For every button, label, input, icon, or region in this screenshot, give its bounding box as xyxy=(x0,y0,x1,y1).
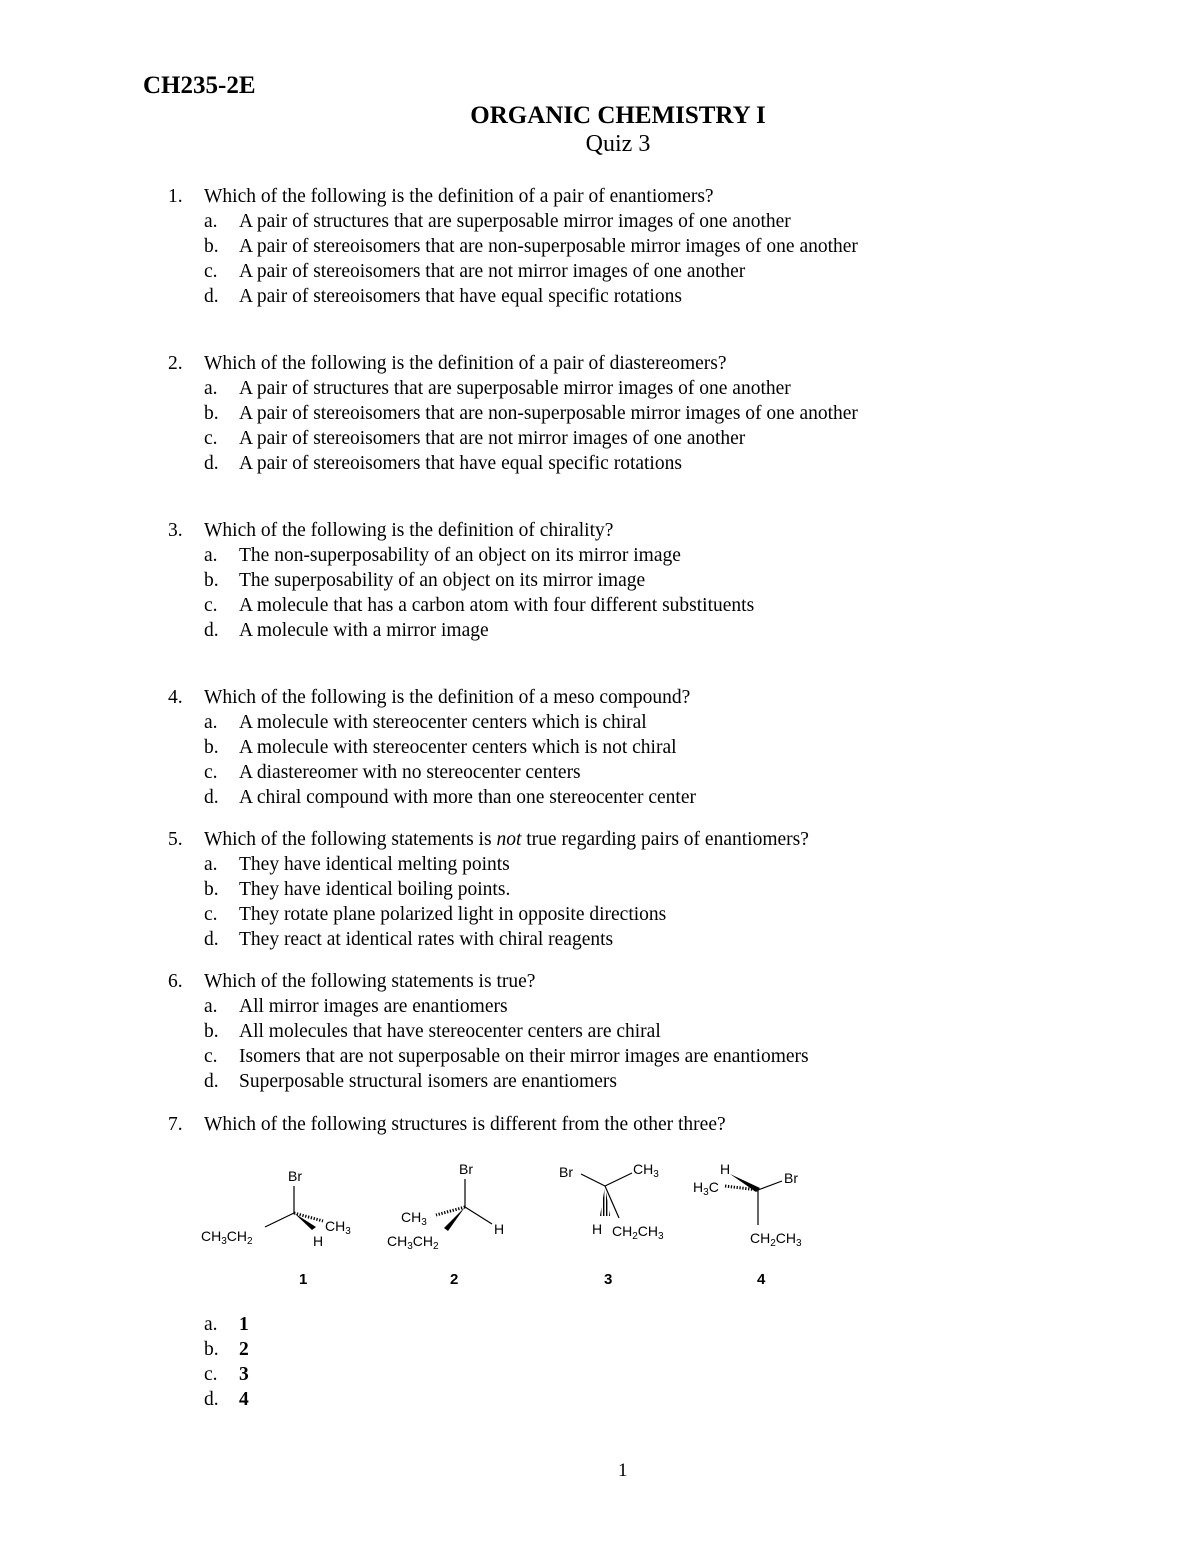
option-d xyxy=(204,1387,249,1412)
option-letter: b. xyxy=(204,570,219,591)
question-number: 6. xyxy=(168,971,183,992)
option-letter: c. xyxy=(204,904,218,925)
course-code: CH235-2E xyxy=(143,72,256,99)
option-a xyxy=(204,209,858,234)
question-1 xyxy=(168,184,858,309)
option-a xyxy=(204,994,809,1019)
option-letter: c. xyxy=(204,261,218,282)
option-letter: c. xyxy=(204,762,218,783)
question-text: Which of the following is the definition of a meso compound? xyxy=(204,687,691,708)
option-text: A pair of stereoisomers that have equal specific rotations xyxy=(239,453,682,474)
option-a xyxy=(204,1312,249,1337)
option-letter: b. xyxy=(204,403,219,424)
option-letter: d. xyxy=(204,620,219,641)
question-text: Which of the following statements is true? xyxy=(204,971,536,992)
option-d xyxy=(204,451,858,476)
question-5 xyxy=(168,827,809,952)
atom-h: H xyxy=(313,1233,324,1249)
option-d xyxy=(204,785,696,810)
atom-h: H xyxy=(592,1221,603,1237)
option-text: They rotate plane polarized light in opposite directions xyxy=(239,904,667,925)
option-d xyxy=(204,1069,809,1094)
option-a xyxy=(204,710,696,735)
option-text: A pair of stereoisomers that have equal specific rotations xyxy=(239,286,682,307)
option-text: Superposable structural isomers are enantiomers xyxy=(239,1071,617,1092)
atom-ch2ch3: $CH_3CH_2$ xyxy=(387,1233,439,1252)
question-number: 1. xyxy=(168,186,183,207)
option-d xyxy=(204,284,858,309)
question-text-emphasis: not xyxy=(496,829,522,850)
option-c xyxy=(204,593,754,618)
option-text: The non-superposability of an object on its mirror image xyxy=(239,545,681,566)
option-letter: d. xyxy=(204,453,219,474)
atom-ch2ch3: $CH_2CH_3$ xyxy=(750,1230,802,1249)
atom-ch3: $CH_3$ xyxy=(633,1161,659,1180)
option-letter: a. xyxy=(204,854,218,875)
option-b xyxy=(204,877,809,902)
option-letter: c. xyxy=(204,1046,218,1067)
option-b xyxy=(204,401,858,426)
question-3 xyxy=(168,518,754,643)
atom-ch2ch3: $CH_3CH_2$ xyxy=(201,1228,253,1247)
question-number: 4. xyxy=(168,687,183,708)
question-text: Which of the following structures is different from the other three? xyxy=(204,1114,726,1135)
question-2 xyxy=(168,351,858,476)
option-letter: b. xyxy=(204,1339,219,1360)
option-letter: a. xyxy=(204,378,218,399)
question-number: 3. xyxy=(168,520,183,541)
option-letter: c. xyxy=(204,428,218,449)
option-text: The superposability of an object on its mirror image xyxy=(239,570,646,591)
option-text: They react at identical rates with chiral reagents xyxy=(239,929,614,950)
option-text: A molecule that has a carbon atom with four different substituents xyxy=(239,595,755,616)
option-text: A pair of structures that are superposable mirror images of one another xyxy=(239,378,791,399)
atom-h: H xyxy=(494,1221,505,1237)
option-text: All molecules that have stereocenter centers are chiral xyxy=(239,1021,661,1042)
structure-3 xyxy=(559,1161,664,1288)
option-text: A pair of structures that are superposable mirror images of one another xyxy=(239,211,791,232)
option-c xyxy=(204,902,809,927)
option-b xyxy=(204,1019,809,1044)
structure-label: 2 xyxy=(450,1271,459,1288)
option-letter: d. xyxy=(204,787,219,808)
question-text xyxy=(204,827,809,852)
option-text: A molecule with stereocenter centers which is not chiral xyxy=(239,737,677,758)
option-letter: d. xyxy=(204,1071,219,1092)
option-text: Isomers that are not superposable on their mirror images are enantiomers xyxy=(239,1046,809,1067)
option-a xyxy=(204,852,809,877)
option-letter: a. xyxy=(204,211,218,232)
bond xyxy=(758,1181,782,1190)
atom-br: Br xyxy=(459,1161,473,1177)
option-text: All mirror images are enantiomers xyxy=(239,996,508,1017)
option-a xyxy=(204,376,858,401)
option-c xyxy=(204,760,696,785)
option-text: A molecule with stereocenter centers which is chiral xyxy=(239,712,647,733)
option-d xyxy=(204,618,754,643)
option-text: They have identical melting points xyxy=(239,854,510,875)
structure-1 xyxy=(201,1168,351,1288)
question-text: Which of the following is the definition of chirality? xyxy=(204,520,614,541)
option-b xyxy=(204,735,696,760)
structure-4 xyxy=(693,1161,802,1288)
option-letter: b. xyxy=(204,737,219,758)
bond xyxy=(581,1174,605,1186)
option-text: 3 xyxy=(239,1364,249,1385)
page-number: 1 xyxy=(618,1460,628,1481)
atom-ch3: $CH_3$ xyxy=(325,1218,351,1237)
bond xyxy=(265,1213,294,1227)
option-text: 2 xyxy=(239,1339,249,1360)
option-text: They have identical boiling points. xyxy=(239,879,511,900)
atom-ch3: $CH_3$ xyxy=(401,1209,427,1228)
option-text: 4 xyxy=(239,1389,249,1410)
question-4 xyxy=(168,685,696,810)
question-7 xyxy=(168,1112,726,1137)
structure-label: 3 xyxy=(604,1271,613,1288)
question-7-options xyxy=(168,1312,249,1412)
option-letter: b. xyxy=(204,879,219,900)
atom-br: Br xyxy=(559,1164,573,1180)
option-text: A diastereomer with no stereocenter centers xyxy=(239,762,581,783)
option-letter: a. xyxy=(204,1314,218,1335)
option-text: A pair of stereoisomers that are non-superposable mirror images of one another xyxy=(239,236,858,257)
question-text: Which of the following is the definition of a pair of diastereomers? xyxy=(204,353,727,374)
option-letter: b. xyxy=(204,1021,219,1042)
option-c xyxy=(204,259,858,284)
option-b xyxy=(204,568,754,593)
option-text: A pair of stereoisomers that are not mirror images of one another xyxy=(239,428,746,449)
option-d xyxy=(204,927,809,952)
question-number: 7. xyxy=(168,1114,183,1135)
atom-h: H xyxy=(720,1161,731,1177)
structure-label: 4 xyxy=(757,1271,766,1288)
question-text-start: Which of the following statements is xyxy=(204,829,497,850)
page-subtitle: Quiz 3 xyxy=(585,131,651,157)
option-letter: a. xyxy=(204,712,218,733)
wedge-bond xyxy=(730,1174,760,1192)
option-text: A molecule with a mirror image xyxy=(239,620,489,641)
option-text: A chiral compound with more than one stereocenter center xyxy=(239,787,696,808)
hashed-bond xyxy=(600,1186,610,1216)
option-c xyxy=(204,1362,249,1387)
question-number: 2. xyxy=(168,353,183,374)
structure-2 xyxy=(387,1161,504,1288)
structures-figure xyxy=(195,1150,835,1295)
option-c xyxy=(204,426,858,451)
option-letter: d. xyxy=(204,1389,219,1410)
question-6 xyxy=(168,969,809,1094)
option-letter: a. xyxy=(204,996,218,1017)
option-text: A pair of stereoisomers that are non-superposable mirror images of one another xyxy=(239,403,858,424)
option-b xyxy=(204,1337,249,1362)
option-b xyxy=(204,234,858,259)
option-letter: b. xyxy=(204,236,219,257)
page-title: ORGANIC CHEMISTRY I xyxy=(470,102,766,129)
option-a xyxy=(204,543,754,568)
option-letter: c. xyxy=(204,1364,218,1385)
question-number: 5. xyxy=(168,829,183,850)
option-c xyxy=(204,1044,809,1069)
hashed-bond xyxy=(436,1207,465,1215)
bond xyxy=(605,1173,632,1186)
option-letter: c. xyxy=(204,595,218,616)
option-letter: d. xyxy=(204,929,219,950)
option-text: 1 xyxy=(239,1314,249,1335)
question-text-end: true regarding pairs of enantiomers? xyxy=(521,829,809,850)
wedge-bond xyxy=(294,1213,316,1230)
option-letter: d. xyxy=(204,286,219,307)
atom-h3c: $H_3C$ xyxy=(693,1179,719,1198)
structure-label: 1 xyxy=(299,1271,308,1288)
bond xyxy=(465,1207,492,1224)
atom-br: Br xyxy=(288,1168,302,1184)
option-text: A pair of stereoisomers that are not mirror images of one another xyxy=(239,261,746,282)
atom-br: Br xyxy=(784,1170,798,1186)
option-letter: a. xyxy=(204,545,218,566)
question-text: Which of the following is the definition of a pair of enantiomers? xyxy=(204,186,714,207)
atom-ch2ch3: $CH_2CH_3$ xyxy=(612,1223,664,1242)
